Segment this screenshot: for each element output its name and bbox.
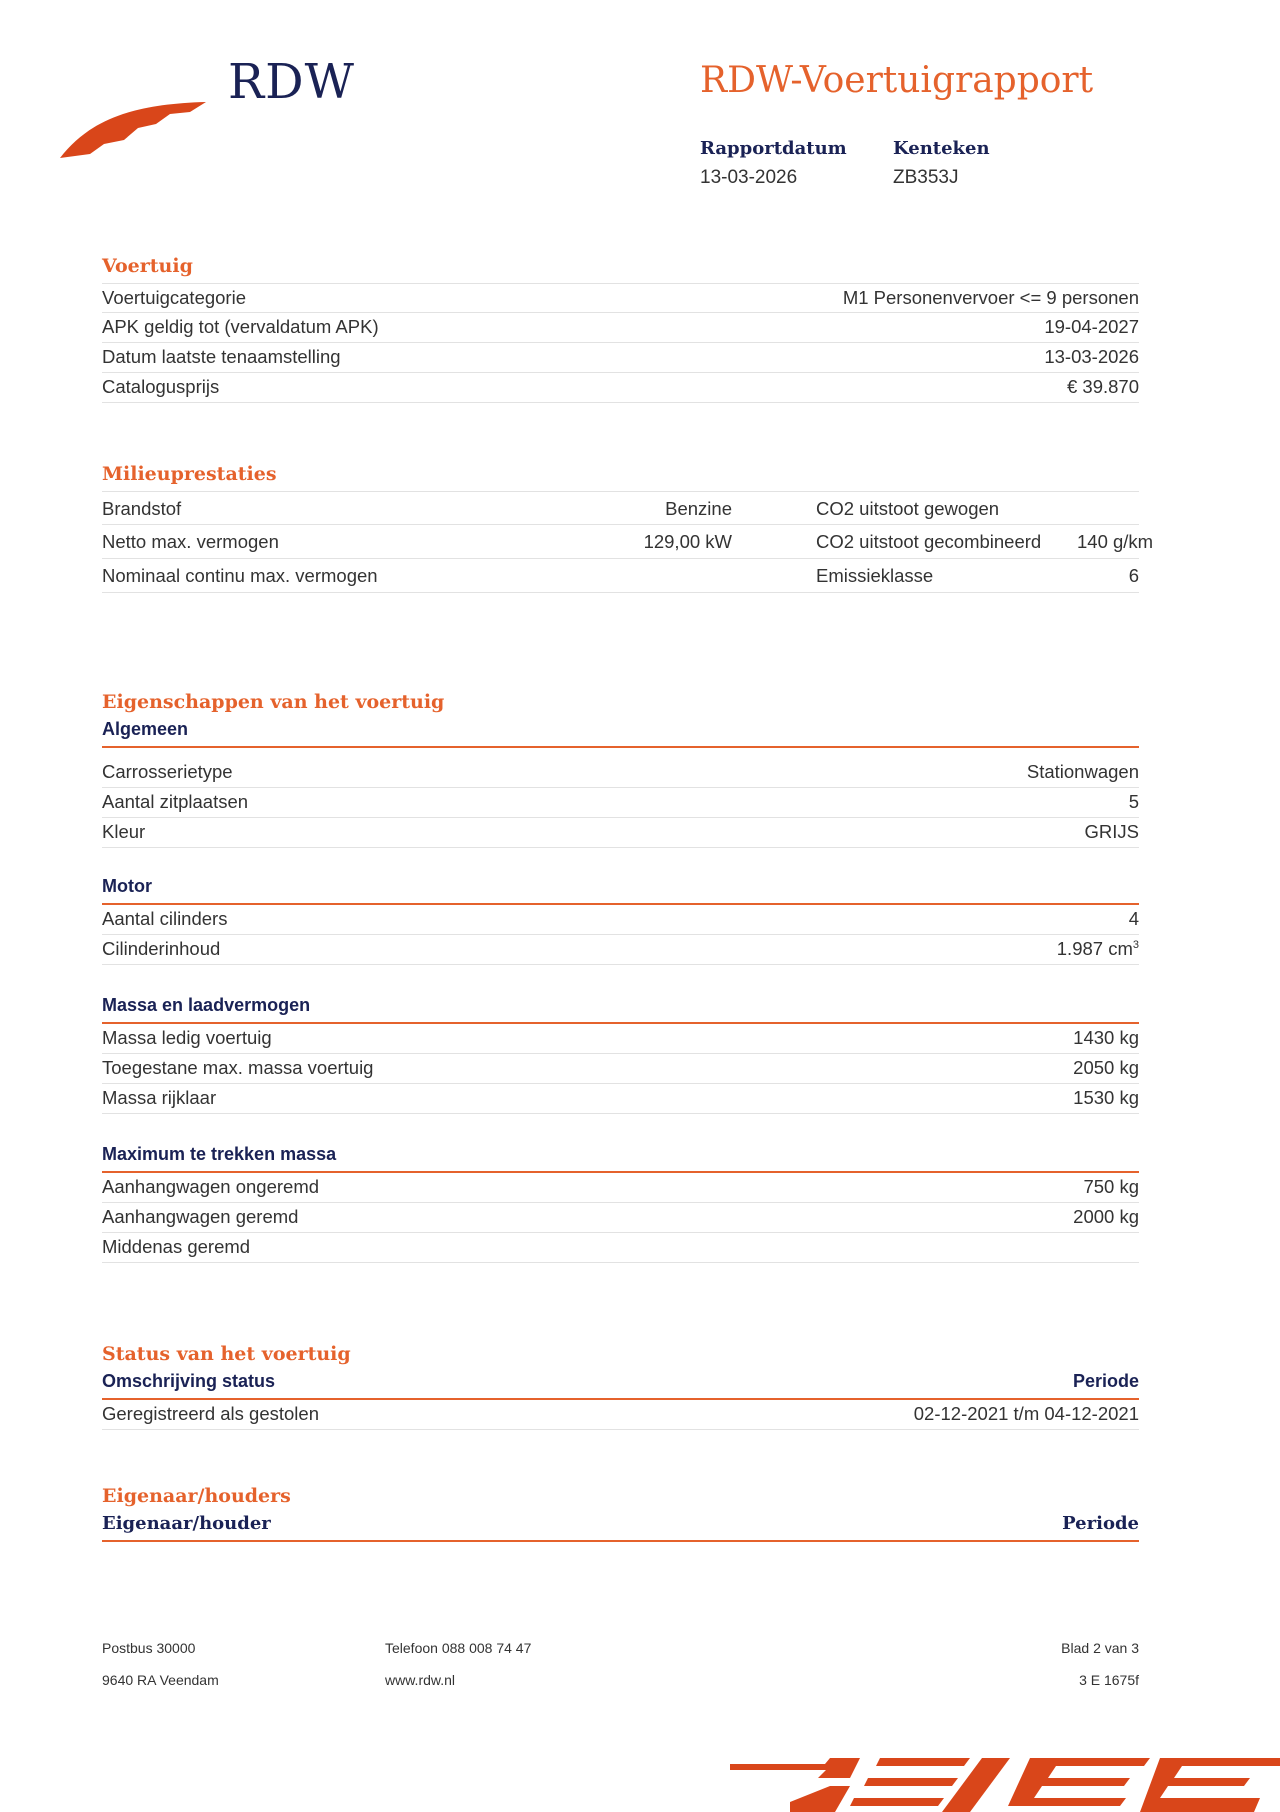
table-row [102, 1203, 1139, 1233]
cell-label: Emissieklasse [732, 559, 1077, 593]
subheading-label: Maximum te trekken massa [102, 1144, 337, 1164]
row-value: 5 [1128, 791, 1139, 812]
report-date-block [700, 138, 847, 189]
table-row [102, 343, 1139, 373]
row-value: 2000 kg [1073, 1206, 1139, 1227]
table-row [102, 818, 1139, 848]
row-value: 1530 kg [1073, 1087, 1139, 1108]
table-row [102, 373, 1139, 403]
row-label: Aantal cilinders [102, 908, 228, 929]
row-value [1057, 935, 1139, 964]
column-header: Eigenaar/houder [102, 1513, 271, 1534]
footer-address [102, 1640, 219, 1704]
cell-value [1077, 491, 1139, 525]
status-table-header [102, 1371, 1139, 1400]
cell-label: CO2 uitstoot gecombineerd [732, 525, 1077, 559]
table-row [102, 313, 1139, 343]
cell-label: Netto max. vermogen [102, 525, 427, 559]
superscript: 3 [1132, 938, 1139, 951]
section-title: Status van het voertuig [102, 1343, 351, 1365]
row-label: Toegestane max. massa voertuig [102, 1057, 374, 1078]
row-value: M1 Personenvervoer <= 9 personen [842, 287, 1139, 308]
table-row [102, 1400, 1139, 1430]
row-label: Kleur [102, 821, 146, 842]
rdw-logo [58, 54, 358, 164]
row-label: Massa rijklaar [102, 1087, 217, 1108]
table-row [102, 1054, 1139, 1084]
row-value: 13-03-2026 [1044, 346, 1139, 367]
footer-page-number: Blad 2 van 3 [1061, 1640, 1139, 1656]
milieu-table [102, 491, 1154, 593]
decorative-stripes-icon [730, 1750, 1280, 1812]
row-label: Geregistreerd als gestolen [102, 1403, 319, 1424]
cell-label: Brandstof [102, 491, 427, 525]
column-header: Omschrijving status [102, 1371, 276, 1391]
row-label: Datum laatste tenaamstelling [102, 346, 341, 367]
eigenaar-table-header [102, 1513, 1139, 1542]
row-label: APK geldig tot (vervaldatum APK) [102, 316, 379, 337]
section-milieu [102, 463, 1154, 593]
report-date-value: 13-03-2026 [700, 167, 798, 188]
section-eigenaar [102, 1485, 1139, 1542]
row-label: Cilinderinhoud [102, 938, 221, 959]
cell-value: 6 [1077, 559, 1139, 593]
row-label: Voertuigcategorie [102, 287, 246, 308]
row-value: 02-12-2021 t/m 04-12-2021 [913, 1403, 1139, 1424]
footer-city: 9640 RA Veendam [102, 1672, 219, 1688]
footer-doc-code: 3 E 1675f [1079, 1672, 1139, 1688]
section-title: Eigenaar/houders [102, 1485, 291, 1507]
table-row [102, 1084, 1139, 1114]
report-title: RDW-Voertuigrapport [700, 60, 1094, 101]
footer-page-info [939, 1640, 1139, 1704]
logo-text: RDW [228, 54, 355, 110]
subheading-label: Motor [102, 876, 152, 896]
footer-website: www.rdw.nl [385, 1672, 456, 1688]
table-row [102, 283, 1139, 313]
table-row [102, 905, 1139, 935]
row-label: Massa ledig voertuig [102, 1027, 272, 1048]
subheading-motor [102, 876, 1139, 905]
row-value: Stationwagen [1026, 761, 1139, 782]
subheading-label: Massa en laadvermogen [102, 995, 311, 1015]
row-label: Carrosserietype [102, 761, 233, 782]
table-row [102, 1024, 1139, 1054]
subheading-label: Algemeen [102, 719, 189, 739]
row-label: Aantal zitplaatsen [102, 791, 249, 812]
table-row [102, 935, 1139, 965]
section-title: Eigenschappen van het voertuig [102, 691, 445, 713]
row-label: Aanhangwagen geremd [102, 1206, 299, 1227]
row-value: GRIJS [1084, 821, 1139, 842]
section-title: Voertuig [102, 255, 193, 277]
row-label: Catalogusprijs [102, 376, 220, 397]
table-row [102, 788, 1139, 818]
plate-label: Kenteken [893, 138, 990, 159]
subheading-massa [102, 995, 1139, 1024]
footer-phone: Telefoon 088 008 74 47 [385, 1640, 532, 1656]
row-value: € 39.870 [1066, 376, 1139, 397]
section-voertuig [102, 255, 1139, 403]
table-row [102, 758, 1139, 788]
subheading-trekken [102, 1144, 1139, 1173]
table-row [102, 1173, 1139, 1203]
row-value: 1430 kg [1073, 1027, 1139, 1048]
row-value: 2050 kg [1073, 1057, 1139, 1078]
row-value: 750 kg [1083, 1176, 1139, 1197]
cell-value: Benzine [427, 491, 732, 525]
row-value: 19-04-2027 [1044, 316, 1139, 337]
plate-value: ZB353J [893, 167, 959, 188]
section-eigenschappen [102, 691, 1139, 1263]
plate-block [893, 138, 990, 189]
value-text: 1.987 cm [1056, 938, 1133, 959]
row-label: Aanhangwagen ongeremd [102, 1176, 320, 1197]
section-status [102, 1343, 1139, 1430]
footer-postbus: Postbus 30000 [102, 1640, 196, 1656]
footer-contact [385, 1640, 531, 1704]
cell-label: Nominaal continu max. vermogen [102, 559, 427, 593]
column-header: Periode [1062, 1513, 1139, 1534]
report-date-label: Rapportdatum [700, 138, 847, 159]
section-title: Milieuprestaties [102, 463, 277, 485]
column-header: Periode [1072, 1371, 1139, 1391]
cell-value: 140 g/km [1077, 525, 1139, 559]
cell-value: 129,00 kW [427, 525, 732, 559]
cell-label: CO2 uitstoot gewogen [732, 491, 1077, 525]
row-value: 4 [1128, 908, 1139, 929]
subheading-algemeen [102, 719, 1139, 748]
row-label: Middenas geremd [102, 1236, 251, 1257]
table-row [102, 1233, 1139, 1263]
cell-value [427, 559, 732, 593]
rdw-wing-icon [58, 82, 208, 162]
